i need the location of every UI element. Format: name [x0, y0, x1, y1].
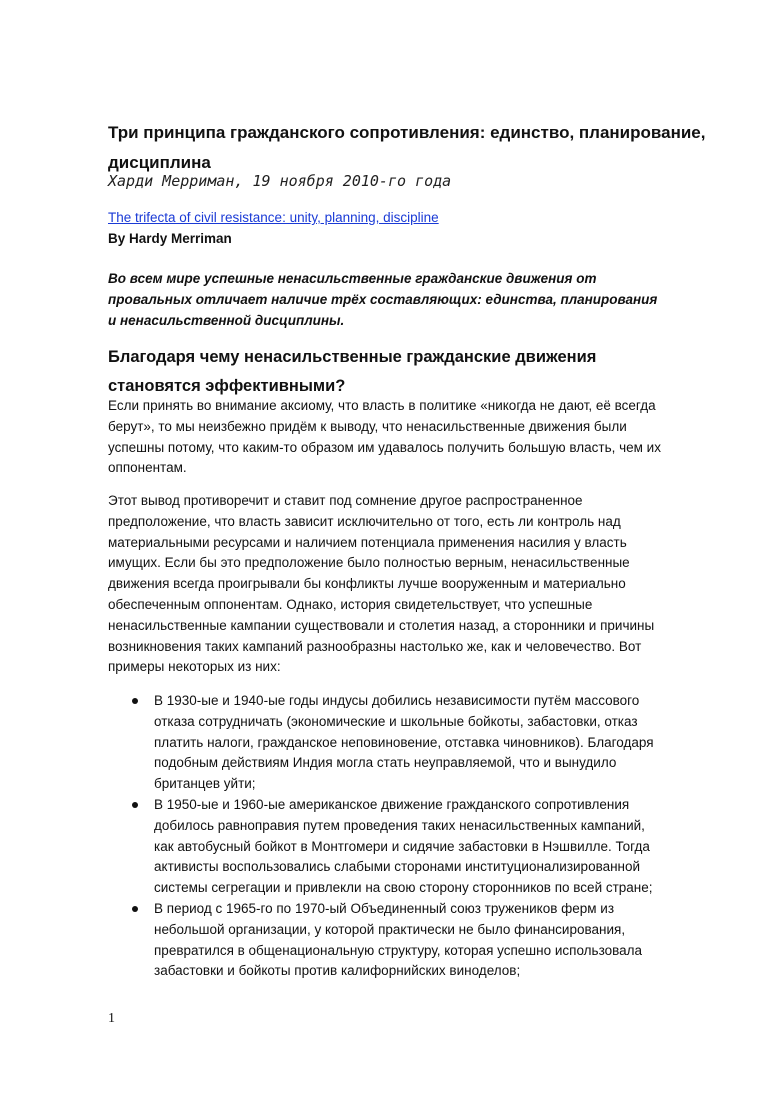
list-item [108, 899, 668, 982]
document-title: Три принципа гражданского сопротивления: единство, планирование, дисциплина [108, 123, 706, 172]
russian-byline: Харди Мерриман, 19 ноября 2010-го года [108, 172, 452, 190]
examples-list [108, 691, 668, 982]
section-heading: Благодаря чему ненасильственные гражданские движения становятся эффективными? [108, 348, 597, 395]
list-item [108, 795, 668, 899]
body-paragraph-1: Если принять во внимание аксиому, что власть в политике «никогда не дают, её всегда берут», то мы неизбежно придём к выводу, что ненасильственные движения были успешны потому, что каким-то образом им удавалось получить большую власть, чем их оппонентам. [108, 398, 661, 476]
page-number: 1 [108, 1011, 115, 1026]
body-paragraph-2: Этот вывод противоречит и ставит под сомнение другое распространенное предположение, что власть зависит исключительно от того, есть ли контроль над материальными ресурсами и наличием потенциала применения насилия у власть имущих. Если бы это предположение было полностью верным, ненасильственные движения всегда проигрывали бы конфликты лучше вооруженным и материально обеспеченным оппонентам. Однако, история свидетельствует, что успешные ненасильственные кампании существовали и столетия назад, а сторонники и причины возникновения таких кампаний разнообразны настолько же, как и человечество. Вот примеры некоторых из них: [108, 493, 655, 675]
list-item [108, 691, 668, 795]
list-item-text: В 1930-ые и 1940-ые годы индусы добились независимости путём массового отказа сотрудничать (экономические и школьные бойкоты, забастовки, отказ платить налоги, гражданское неповиновение, отставка чиновников). Благодаря подобным действиям Индия могла стать неуправляемой, что и вынудило британцев уйти; [154, 693, 654, 792]
list-item-text: В 1950-ые и 1960-ые американское движение гражданского сопротивления добилось равноправия путем проведения таких ненасильственных кампаний, как автобусный бойкот в Монтгомери и сидячие забастовки в Нэшвилле. Тогда активисты воспользовались слабыми сторонами институционализированной системы сегрегации и привлекли на свою сторону сторонников по всей стране; [154, 796, 653, 896]
bullet-icon [132, 802, 138, 808]
bullet-icon [132, 906, 138, 912]
english-source-link[interactable]: The trifecta of civil resistance: unity, planning, discipline [108, 210, 439, 225]
lead-paragraph: Во всем мире успешные ненасильственные гражданские движения от провальных отличает наличие трёх составляющих: единства, планирования и ненасильственной дисциплины. [108, 271, 658, 328]
bullet-icon [132, 698, 138, 704]
list-item-text: В период с 1965-го по 1970-ый Объединенный союз тружеников ферм из небольшой организации, у которой практически не было финансирования, превратился в общенациональную структуру, которая успешно использовала забастовки и бойкоты против калифорнийских виноделов; [154, 900, 643, 979]
english-author: By Hardy Merriman [108, 231, 232, 246]
